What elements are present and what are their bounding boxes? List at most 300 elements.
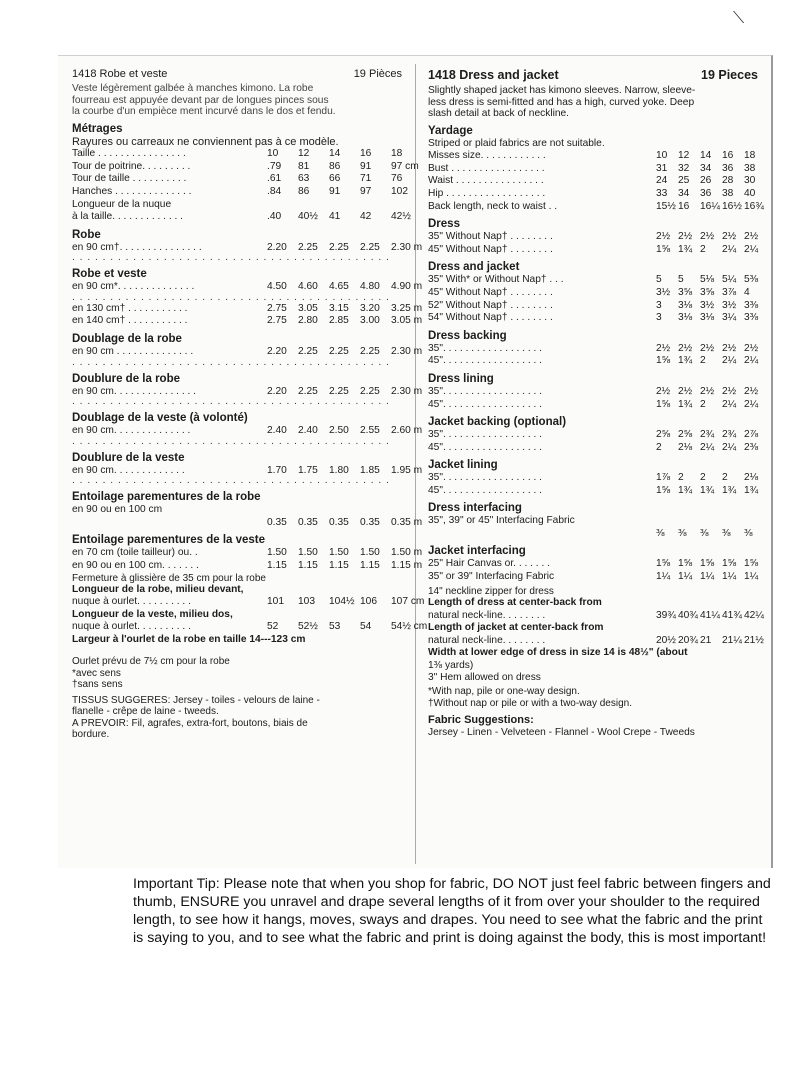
fr-yardage-sections (72, 229, 422, 487)
size-value: 1¾ (678, 243, 693, 255)
size-value: 2½ (744, 385, 759, 397)
fr-nuque-label2: à la taille. . . . . . . . . . . . . (72, 210, 183, 222)
size-value: 5¼ (722, 274, 737, 286)
size-value: 3¼ (722, 312, 737, 324)
en-intro-line: less dress is semi-fitted and has a high, curved yoke. Deep (428, 96, 695, 108)
fr-yardage-row-label: en 90 cm . . . . . . . . . . . . . . (72, 345, 194, 357)
size-value: 31 (656, 162, 668, 174)
en-yardage-row-values (656, 244, 766, 257)
size-value: 10 (656, 150, 668, 162)
en-yardage-row (428, 442, 766, 455)
fr-measure-row (72, 186, 422, 199)
en-section-title: Dress and jacket (428, 261, 520, 274)
fr-avec-sens: *avec sens (72, 667, 121, 679)
fr-yardage-row-label: en 90 cm. . . . . . . . . . . . . . (72, 425, 191, 437)
fr-metrages-note: Rayures ou carreaux ne conviennent pas à ce modèle. (72, 135, 339, 148)
en-yardage-row-label: 45". . . . . . . . . . . . . . . . . . (428, 398, 543, 410)
fr-measure-row-label: Tour de taille . . . . . . . . . . (72, 173, 187, 185)
size-value: 71 (360, 173, 372, 185)
en-width: Width at lower edge of dress in size 14 is 48½" (about (428, 647, 688, 659)
fr-entoilage-veste-title: Entoilage parementures de la veste (72, 534, 266, 547)
en-jacket-interfacing-row-label: 25" Hair Canvas or. . . . . . . (428, 558, 550, 570)
en-nap2: †Without nap or pile or with a two-way design. (428, 697, 632, 709)
size-value: 2.50 (329, 425, 349, 437)
en-yardage-row-label: 52" Without Nap† . . . . . . . . (428, 299, 553, 311)
en-section-title: Jacket backing (optional) (428, 416, 567, 429)
corner-mark: ⟍ (733, 8, 745, 27)
size-value: 1.85 (360, 464, 380, 476)
size-value: 1⅝ (700, 558, 715, 570)
fr-metrages-title: Métrages (72, 122, 123, 135)
en-jacket-interfacing-row-values (656, 558, 766, 571)
size-value: 2½ (744, 231, 759, 243)
en-yardage-row (428, 472, 766, 485)
size-value: 2½ (700, 231, 715, 243)
size-value: ⅜ (678, 527, 687, 539)
fr-yardage-row-values (267, 425, 422, 438)
size-value: 2¼ (744, 243, 759, 255)
important-tip: Important Tip: Please note that when you shop for fabric, DO NOT just feel fabric between fingers and thumb, ENSURE you unravel and drape several lengths of it from over your shoulder to the required length, to see how it hangs, moves, sways and drapes. You need to see what the fabric and the print is saying to you, and to see what the fabric and print is doing against the body, this is most important! (133, 876, 771, 946)
size-value: 91 (360, 160, 372, 172)
size-value: 40½ (298, 210, 318, 222)
size-value: 54½ cm (391, 621, 428, 633)
size-value: .61 (267, 173, 282, 185)
fr-ourlet: Ourlet prévu de 7½ cm pour la robe (72, 656, 230, 668)
en-jacket-interfacing-row-label: 35" or 39" Interfacing Fabric (428, 571, 555, 583)
size-value: 2.25 (360, 241, 380, 253)
size-value: 0.35 (329, 516, 349, 528)
size-value: 52½ (298, 621, 318, 633)
fr-yardage-row-values (267, 465, 422, 478)
en-fabric-title: Fabric Suggestions: (428, 714, 534, 727)
size-value: 3⅛ (678, 299, 693, 311)
size-value: 1.50 (267, 547, 287, 559)
fr-yardage-row-label: en 90 cm. . . . . . . . . . . . . . . (72, 385, 196, 397)
en-yardage-row (428, 287, 766, 300)
size-value: 102 (391, 185, 408, 197)
size-value: 81 (298, 160, 310, 172)
size-value: 52 (267, 621, 279, 633)
size-value: 1.70 (267, 464, 287, 476)
size-value: 2.30 m (391, 241, 423, 253)
fr-long-robe-row (72, 596, 425, 609)
size-value: 3½ (700, 299, 715, 311)
size-value: 42¼ (744, 609, 764, 621)
en-jacket-interfacing-row (428, 558, 766, 571)
en-len-dress: Length of dress at center-back from (428, 597, 602, 609)
size-value: 1.50 (360, 547, 380, 559)
size-value: 1⅝ (656, 558, 671, 570)
en-measure-row (428, 163, 766, 176)
size-value: 2½ (678, 342, 693, 354)
en-jacket-interfacing-row (428, 571, 766, 584)
fr-entoilage-robe-title: Entoilage parementures de la robe (72, 491, 261, 504)
size-value: 3.05 m (391, 315, 423, 327)
size-value: 3.05 (298, 302, 318, 314)
size-value: 2.55 (360, 425, 380, 437)
size-value: 39¾ (656, 609, 676, 621)
size-value: 0.35 m (391, 516, 423, 528)
size-value: 2½ (656, 342, 671, 354)
en-yardage-row-values (656, 287, 766, 300)
fr-entoilage-robe-values (267, 517, 422, 530)
en-yardage-row-values (656, 343, 766, 356)
size-value: 41¾ (722, 609, 742, 621)
en-yardage-row-label: 45" Without Nap† . . . . . . . . (428, 286, 553, 298)
fr-pieces: 19 Pièces (353, 68, 402, 80)
size-value: 2.20 (267, 385, 287, 397)
fr-intro-line: Veste légèrement galbée à manches kimono. La robe (72, 83, 314, 94)
fr-entoilage-veste-row (72, 560, 422, 573)
fr-yardage-row-values (267, 386, 422, 399)
english-column (428, 68, 766, 740)
fr-measure-row-values (267, 186, 422, 199)
size-value: 16¾ (744, 200, 764, 212)
en-len-dress-values (656, 610, 766, 623)
size-value: 1¼ (678, 571, 693, 583)
size-value: 40 (744, 187, 756, 199)
fr-entoilage-robe-sub: en 90 ou en 100 cm (72, 504, 163, 516)
en-measure-row-values (656, 163, 766, 176)
size-value: 1.15 (360, 559, 380, 571)
size-value: ⅜ (722, 527, 731, 539)
fr-measure-row-values (267, 161, 422, 174)
fr-long-robe-label: nuque à ourlet. . . . . . . . . . (72, 596, 191, 608)
size-value: 2½ (722, 342, 737, 354)
fr-yardage-row-label: en 90 cm†. . . . . . . . . . . . . . . (72, 241, 202, 253)
fr-measure-row-values (267, 173, 422, 186)
size-value: 21½ (744, 634, 764, 646)
fr-section-title: Doublure de la veste (72, 451, 185, 464)
size-value: 2½ (700, 385, 715, 397)
fr-yardage-row (72, 281, 422, 294)
size-value: 5⅛ (700, 274, 715, 286)
size-value: .84 (267, 185, 282, 197)
size-value: 12 (298, 148, 310, 160)
size-value: 38 (722, 187, 734, 199)
en-header (428, 68, 766, 82)
en-section-title: Jacket lining (428, 459, 498, 472)
size-value: .40 (267, 210, 282, 222)
size-value: 2⅞ (744, 429, 759, 441)
size-value: 16 (722, 150, 734, 162)
size-value: 3⅞ (722, 286, 737, 298)
size-value: 1¾ (722, 484, 737, 496)
size-value: 53 (329, 621, 341, 633)
pattern-sheet (58, 55, 773, 868)
fr-measure-row (72, 148, 422, 161)
fr-entoilage-veste-row-label: en 90 ou en 100 cm. . . . . . . (72, 559, 199, 571)
en-interfacing-row (428, 528, 766, 541)
size-value: 16½ (722, 200, 742, 212)
fr-yardage-row (72, 465, 422, 478)
en-yardage-row (428, 429, 766, 442)
en-yardage-row-label: 54" Without Nap† . . . . . . . . (428, 312, 553, 324)
size-value: 3⅜ (744, 299, 759, 311)
fr-prevoir2: bordure. (72, 729, 110, 741)
size-value: 1.80 (329, 464, 349, 476)
size-value: 2.25 (329, 385, 349, 397)
size-value: 1.50 (329, 547, 349, 559)
dot-leader: . . . . . . . . . . . . . . . . . . . . . . . . . . . . . . . . . . . . . . . . . . (72, 398, 390, 408)
size-value: 15½ (656, 200, 676, 212)
size-value: 25 (678, 175, 690, 187)
fr-measure-row-label: Tour de poitrine. . . . . . . . . (72, 160, 191, 172)
en-yardage-row-label: 45". . . . . . . . . . . . . . . . . . (428, 484, 543, 496)
size-value: 107 cm (391, 596, 425, 608)
fr-section-title: Doublure de la robe (72, 372, 180, 385)
size-value: 1⅞ (656, 472, 671, 484)
en-yardage-note: Striped or plaid fabrics are not suitable. (428, 137, 605, 149)
size-value: 2 (656, 441, 662, 453)
en-len-dress-row (428, 610, 766, 623)
fr-sans-sens: †sans sens (72, 679, 123, 691)
size-value: 2½ (700, 342, 715, 354)
size-value: 2¼ (744, 355, 759, 367)
size-value: 2½ (678, 231, 693, 243)
en-measure-row (428, 175, 766, 188)
en-hem: 3" Hem allowed on dress (428, 671, 541, 683)
size-value: 21 (700, 634, 712, 646)
size-value: 12 (678, 150, 690, 162)
size-value: 3½ (656, 286, 671, 298)
en-yardage-row-values (656, 472, 766, 485)
size-value: 1¼ (744, 571, 759, 583)
size-value: 2¼ (722, 398, 737, 410)
fr-long-robe: Longueur de la robe, milieu devant, (72, 584, 244, 595)
size-value: 97 cm (391, 160, 419, 172)
en-yardage-row-values (656, 274, 766, 287)
size-value: 42½ (391, 210, 411, 222)
size-value: 20½ (656, 634, 676, 646)
size-value: 14 (329, 148, 341, 160)
size-value: ⅜ (744, 527, 753, 539)
size-value: 2 (678, 472, 684, 484)
size-value: 2.20 (267, 241, 287, 253)
fr-entoilage-veste-row (72, 547, 422, 560)
size-value: 30 (744, 175, 756, 187)
fr-nuque-values (267, 211, 422, 224)
size-value: 1.50 m (391, 547, 423, 559)
en-yardage-row-values (656, 399, 766, 412)
en-measure-row-label: Hip . . . . . . . . . . . . . . . . . . (428, 187, 546, 199)
size-value: 3.25 m (391, 302, 423, 314)
size-value: 5⅜ (744, 274, 759, 286)
size-value: 2¼ (722, 441, 737, 453)
en-yardage-row (428, 312, 766, 325)
size-value: 2.80 (298, 315, 318, 327)
size-value: 4.90 m (391, 281, 423, 293)
fr-yardage-row (72, 386, 422, 399)
en-nap1: *With nap, pile or one-way design. (428, 686, 580, 698)
size-value: 1⅝ (656, 243, 671, 255)
en-zipper: 14" neckline zipper for dress (428, 585, 554, 597)
en-intro (428, 85, 766, 120)
fr-long-veste-values (267, 621, 428, 634)
size-value: 1⅝ (744, 558, 759, 570)
fr-measure-row-label: Taille . . . . . . . . . . . . . . . . (72, 148, 186, 160)
fr-entoilage-veste-row-values (267, 560, 422, 573)
size-value: 2¼ (722, 243, 737, 255)
size-value: 1¾ (678, 484, 693, 496)
en-len-jacket-values (656, 635, 766, 648)
dot-leader: . . . . . . . . . . . . . . . . . . . . . . . . . . . . . . . . . . . . . . . . . . (72, 437, 390, 447)
size-value: .79 (267, 160, 282, 172)
fr-yardage-row (72, 425, 422, 438)
size-value: 3⅝ (678, 286, 693, 298)
size-value: 4.80 (360, 281, 380, 293)
en-measure-row-values (656, 150, 766, 163)
en-measure-row (428, 150, 766, 163)
size-value: 1.15 (298, 559, 318, 571)
en-measure-row-label: Misses size. . . . . . . . . . . . (428, 150, 546, 162)
size-value: 2.85 (329, 315, 349, 327)
size-value: 41 (329, 210, 341, 222)
fr-intro (72, 83, 422, 118)
size-value: 5 (678, 274, 684, 286)
size-value: 2¾ (700, 429, 715, 441)
size-value: 2 (700, 398, 706, 410)
en-section-title: Dress lining (428, 372, 494, 385)
en-yardage-row-values (656, 312, 766, 325)
en-yardage-row-values (656, 485, 766, 498)
size-value: 26 (700, 175, 712, 187)
en-section-title: Dress backing (428, 329, 507, 342)
fr-largeur: Largeur à l'ourlet de la robe en taille 14---123 cm (72, 634, 306, 645)
fr-tissus2: flanelle - crêpe de laine - tweeds. (72, 706, 219, 718)
en-measure-row (428, 188, 766, 201)
size-value: 1¾ (700, 484, 715, 496)
size-value: 1¼ (656, 571, 671, 583)
size-value: 2.25 (329, 241, 349, 253)
size-value: 2.75 (267, 315, 287, 327)
size-value: 1¼ (700, 571, 715, 583)
size-value: 54 (360, 621, 372, 633)
size-value: 16¼ (700, 200, 720, 212)
en-yardage-row-label: 45" Without Nap† . . . . . . . . (428, 243, 553, 255)
en-measure-row-values (656, 188, 766, 201)
size-value: 20¾ (678, 634, 698, 646)
size-value: 2.60 m (391, 425, 423, 437)
size-value: 91 (329, 185, 341, 197)
en-yardage-row (428, 274, 766, 287)
size-value: 2.25 (298, 345, 318, 357)
size-value: 1¼ (722, 571, 737, 583)
size-value: 103 (298, 596, 315, 608)
fr-tissus: TISSUS SUGGERES: Jersey - toiles - velours de laine - (72, 694, 320, 706)
size-value: 3.20 (360, 302, 380, 314)
size-value: 33 (656, 187, 668, 199)
fr-entoilage-veste-rows (72, 547, 422, 572)
fr-measures-table (72, 148, 422, 198)
en-yardage-row (428, 485, 766, 498)
size-value: 1¾ (744, 484, 759, 496)
size-value: 1.15 m (391, 559, 423, 571)
fr-yardage-row-label: en 90 cm. . . . . . . . . . . . . (72, 464, 185, 476)
size-value: 2¼ (744, 398, 759, 410)
size-value: 0.35 (298, 516, 318, 528)
en-yardage-row-label: 45". . . . . . . . . . . . . . . . . . (428, 355, 543, 367)
size-value: 4 (744, 286, 750, 298)
dot-leader: . . . . . . . . . . . . . . . . . . . . . . . . . . . . . . . . . . . . . . . . . . (72, 293, 390, 303)
fr-yardage-row (72, 303, 422, 316)
en-yardage-row-label: 45". . . . . . . . . . . . . . . . . . (428, 441, 543, 453)
size-value: 18 (391, 148, 403, 160)
fr-pattern-number: 1418 Robe et veste (72, 68, 168, 80)
fr-fermeture: Fermeture à glissière de 35 cm pour la robe (72, 572, 266, 584)
fr-entoilage-veste-row-label: en 70 cm (toile tailleur) ou. . (72, 547, 198, 559)
fr-measure-row-label: Hanches . . . . . . . . . . . . . . (72, 185, 192, 197)
en-len-jacket: Length of jacket at center-back from (428, 622, 604, 634)
en-measure-row (428, 201, 766, 214)
size-value: 38 (744, 162, 756, 174)
en-yardage-row-values (656, 355, 766, 368)
size-value: 4.65 (329, 281, 349, 293)
size-value: 1.95 m (391, 464, 423, 476)
size-value: 2⅜ (744, 441, 759, 453)
size-value: 1⅝ (656, 398, 671, 410)
en-yardage-row (428, 399, 766, 412)
size-value: 3⅝ (700, 286, 715, 298)
fr-nuque-row (72, 211, 422, 224)
size-value: 1.50 (298, 547, 318, 559)
size-value: 3⅛ (678, 312, 693, 324)
fr-long-robe-values (267, 596, 425, 609)
size-value: 3⅜ (744, 312, 759, 324)
size-value: 5 (656, 274, 662, 286)
fr-yardage-row (72, 242, 422, 255)
en-yardage-title: Yardage (428, 124, 473, 137)
size-value: 3 (656, 312, 662, 324)
size-value: 1⅝ (678, 558, 693, 570)
en-section-title: Dress (428, 218, 460, 231)
en-yardage-row-values (656, 231, 766, 244)
dot-leader: . . . . . . . . . . . . . . . . . . . . . . . . . . . . . . . . . . . . . . . . . . (72, 254, 390, 264)
size-value: 36 (722, 162, 734, 174)
size-value: 1.75 (298, 464, 318, 476)
en-measure-row-values (656, 175, 766, 188)
en-interfacing-title: Dress interfacing (428, 502, 522, 515)
en-yardage-sections (428, 218, 766, 497)
size-value: 41¼ (700, 609, 720, 621)
en-measures-table (428, 150, 766, 213)
size-value: 106 (360, 596, 377, 608)
size-value: 2.25 (360, 345, 380, 357)
fr-yardage-row-label: en 130 cm† . . . . . . . . . . . (72, 302, 188, 314)
size-value: 2.25 (329, 345, 349, 357)
en-yardage-row-label: 35". . . . . . . . . . . . . . . . . . (428, 342, 543, 354)
fr-yardage-row-values (267, 315, 422, 328)
size-value: 2½ (678, 385, 693, 397)
fr-nuque-label: Longueur de la nuque (72, 198, 172, 210)
size-value: 1¾ (678, 355, 693, 367)
fr-section-title: Robe et veste (72, 268, 147, 281)
size-value: 3⅛ (700, 312, 715, 324)
en-intro-line: slash detail at back of neckline. (428, 108, 570, 120)
size-value: 3 (656, 299, 662, 311)
fr-long-veste-label: nuque à ourlet. . . . . . . . . . (72, 621, 191, 633)
en-yardage-row-label: 35" Without Nap† . . . . . . . . (428, 231, 553, 243)
fr-yardage-row-label: en 90 cm*. . . . . . . . . . . . . . (72, 281, 195, 293)
en-intro-line: Slightly shaped jacket has kimono sleeves. Narrow, sleeve- (428, 85, 696, 96)
size-value: 1⅝ (656, 484, 671, 496)
fr-yardage-row-values (267, 281, 422, 294)
size-value: 97 (360, 185, 372, 197)
size-value: 2.40 (267, 425, 287, 437)
fr-intro-line: fourreau est appuyée devant par de longues pinces sous (72, 94, 329, 106)
size-value: 1¾ (678, 398, 693, 410)
en-yardage-row (428, 300, 766, 313)
